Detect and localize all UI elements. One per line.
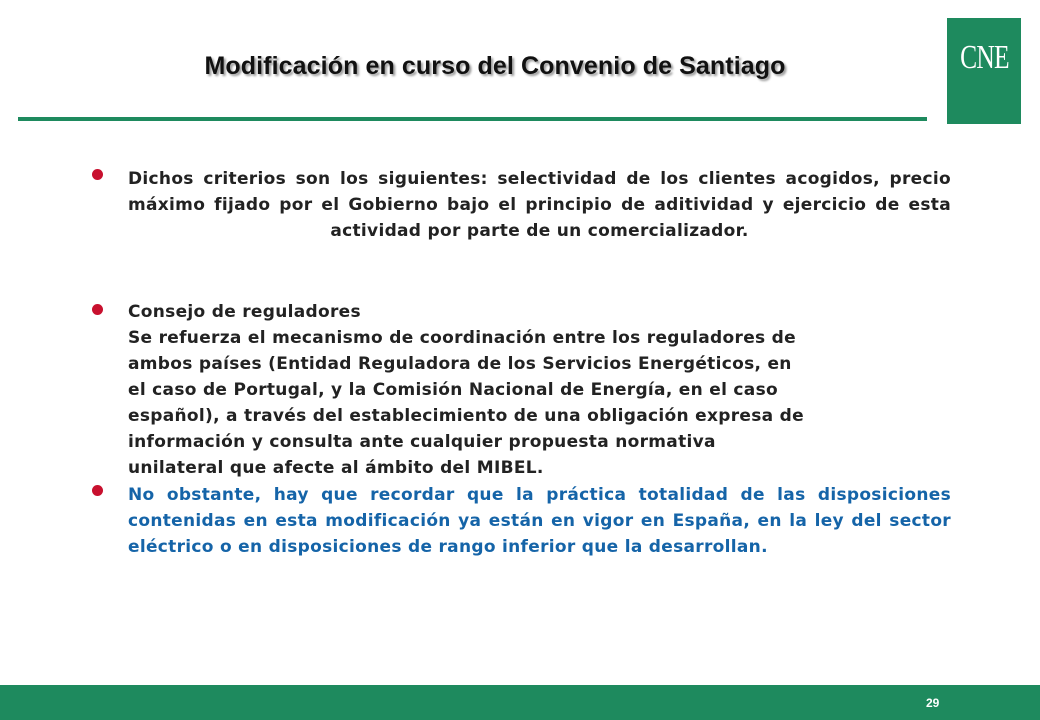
bullet-dot-icon [92,485,103,496]
bullet-2-line: Se refuerza el mecanismo de coordinación entre los reguladores de [128,328,796,348]
bullet-dot-icon [92,304,103,315]
bullet-2-line: información y consulta ante cualquier propuesta normativa [128,432,716,452]
bullet-3-text: No obstante, hay que recordar que la práctica totalidad de las disposiciones contenidas en esta modificación ya están en vigor en España, en la ley del sector eléctrico o en disposiciones de rango inferior que la desarrollan. [128,485,951,557]
bullet-2-line: el caso de Portugal, y la Comisión Nacional de Energía, en el caso [128,380,778,400]
bullet-2-block [128,299,958,481]
page-number: 29 [926,696,940,710]
bullet-2-line: español), a través del establecimiento de una obligación expresa de [128,406,804,426]
bullet-2-heading: Consejo de reguladores [128,302,361,322]
title-container [20,52,970,81]
slide-title: Modificación en curso del Convenio de Santiago [204,52,786,80]
bullet-dot-icon [92,169,103,180]
bullet-1-text: Dichos criterios son los siguientes: selectividad de los clientes acogidos, precio máximo fijado por el Gobierno bajo el principio de aditividad y ejercicio de esta actividad por parte de un comercializador. [128,169,951,241]
footer-bar [0,685,1040,720]
bullet-2-line: unilateral que afecte al ámbito del MIBEL. [128,458,544,478]
cne-logo [947,18,1021,124]
bullet-2-line: ambos países (Entidad Reguladora de los Servicios Energéticos, en [128,354,792,374]
title-underline [18,117,927,121]
logo-text: CNE [959,39,1009,76]
